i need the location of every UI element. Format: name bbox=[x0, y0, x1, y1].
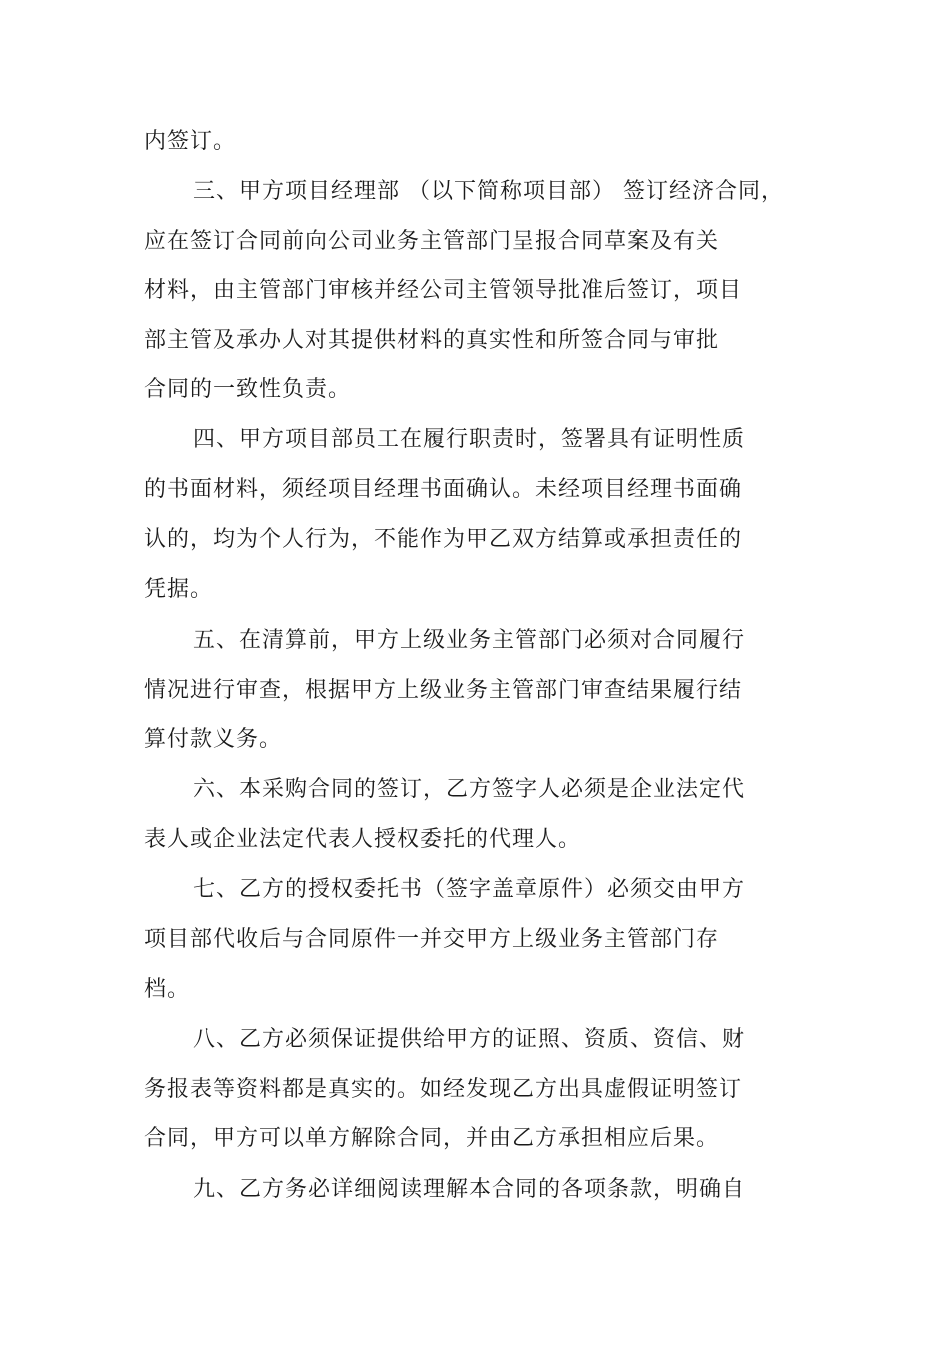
clause-5-line: 五、在清算前，甲方上级业务主管部门必须对合同履行 bbox=[193, 628, 746, 653]
clause-7-line: 七、乙方的授权委托书（签字盖章原件）必须交由甲方 bbox=[193, 877, 746, 902]
text-line: 应在签订合同前向公司业务主管部门呈报合同草案及有关 bbox=[144, 229, 720, 254]
text-line: 材料，由主管部门审核并经公司主管领导批准后签订，项目 bbox=[144, 278, 743, 303]
text-line: 的书面材料，须经项目经理书面确认。未经项目经理书面确 bbox=[144, 477, 743, 502]
text-line: 部主管及承办人对其提供材料的真实性和所签合同与审批 bbox=[144, 328, 720, 353]
clause-8-line: 八、乙方必须保证提供给甲方的证照、资质、资信、财 bbox=[193, 1027, 746, 1052]
text-line: 项目部代收后与合同原件一并交甲方上级业务主管部门存 bbox=[144, 927, 720, 952]
text-line: 情况进行审查，根据甲方上级业务主管部门审查结果履行结 bbox=[144, 678, 743, 703]
text-line: 务报表等资料都是真实的。如经发现乙方出具虚假证明签订 bbox=[144, 1077, 743, 1102]
clause-9-line: 九、乙方务必详细阅读理解本合同的各项条款，明确自 bbox=[193, 1177, 746, 1202]
text-line: 内签订。 bbox=[144, 129, 237, 154]
text-line: 档。 bbox=[144, 977, 191, 1002]
clause-4-line: 四、甲方项目部员工在履行职责时，签署具有证明性质 bbox=[193, 427, 746, 452]
text-line: 合同，甲方可以单方解除合同，并由乙方承担相应后果。 bbox=[144, 1126, 720, 1151]
text-line: 认的，均为个人行为，不能作为甲乙双方结算或承担责任的 bbox=[144, 527, 743, 552]
text-line: 凭据。 bbox=[144, 577, 214, 602]
text-line: 表人或企业法定代表人授权委托的代理人。 bbox=[144, 827, 582, 852]
clause-3-line: 三、甲方项目经理部 （以下简称项目部） 签订经济合同， bbox=[193, 179, 784, 204]
text-line: 算付款义务。 bbox=[144, 727, 283, 752]
text-line: 合同的一致性负责。 bbox=[144, 377, 352, 402]
clause-6-line: 六、本采购合同的签订，乙方签字人必须是企业法定代 bbox=[193, 777, 746, 802]
